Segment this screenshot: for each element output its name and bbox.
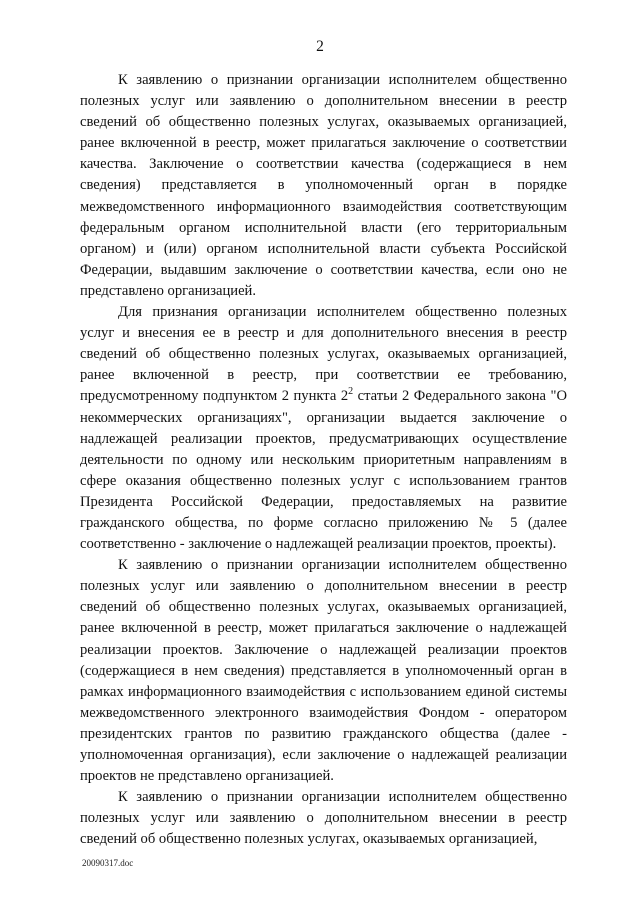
paragraph-quality-conclusion: К заявлению о признании организации исполнителем общественно полезных услуг или заявлению о дополнительном внесении в реестр сведений об общественно полезных услугах, оказываемых организацией, ранее включенной в реестр, может прилагаться заключение о соответствии качества. Заключение о соответствии качества (содержащиеся в нем сведения) представляется в уполномоченный орган в порядке межведомственного информационного взаимодействия соответствующим федеральным органом исполнительной власти (его территориальным органом) и (или) органом исполнительной власти субъекта Российской Федерации, выдавшим заключение о соответствии качества, если оно не представлено организацией. [80,72,567,299]
paragraph-grants-conclusion [80,302,567,555]
footer-filename: 20090317.doc [82,858,134,868]
page-number: 2 [316,38,324,55]
body-text [80,70,567,850]
paragraph-grants-text-end: статьи 2 Федерального закона "О некоммерческих организациях", организации выдается заключение о надлежащей реализации проектов, предусматривающих осуществление деятельности по одному или нескольким приоритетным направлениям в сфере оказания общественно полезных услуг с использованием грантов Президента Российской Федерации, предоставляемых на развитие гражданского общества, по форме согласно приложению № 5 (далее соответственно - заключение о надлежащей реализации проектов, проекты). [80,388,567,553]
paragraph-application-continued: К заявлению о признании организации исполнителем общественно полезных услуг или заявлению о дополнительном внесении в реестр сведений об общественно полезных услугах, оказываемых организацией, [80,789,567,848]
paragraph-grants-text-start: Для признания организации исполнителем общественно полезных услуг и внесения ее в реестр и для дополнительного внесения в реестр сведений об общественно полезных услугах, оказываемых организацией, ранее включенной в реестр, при соответствии ее требованию, предусмотренному подпунктом 2 пункта 2 [80,304,567,405]
paragraph-project-conclusion: К заявлению о признании организации исполнителем общественно полезных услуг или заявлению о дополнительном внесении в реестр сведений об общественно полезных услугах, оказываемых организацией, ранее включенной в реестр, может прилагаться заключение о надлежащей реализации проектов. Заключение о надлежащей реализации проектов (содержащиеся в нем сведения) представляется в уполномоченный орган в рамках информационного взаимодействия с использованием единой системы межведомственного электронного взаимодействия Фондом - оператором президентских грантов по развитию гражданского общества (далее - уполномоченная организация), если заключение о надлежащей реализации проектов не представлено организацией. [80,557,567,785]
superscript-index: 2 [348,386,354,398]
